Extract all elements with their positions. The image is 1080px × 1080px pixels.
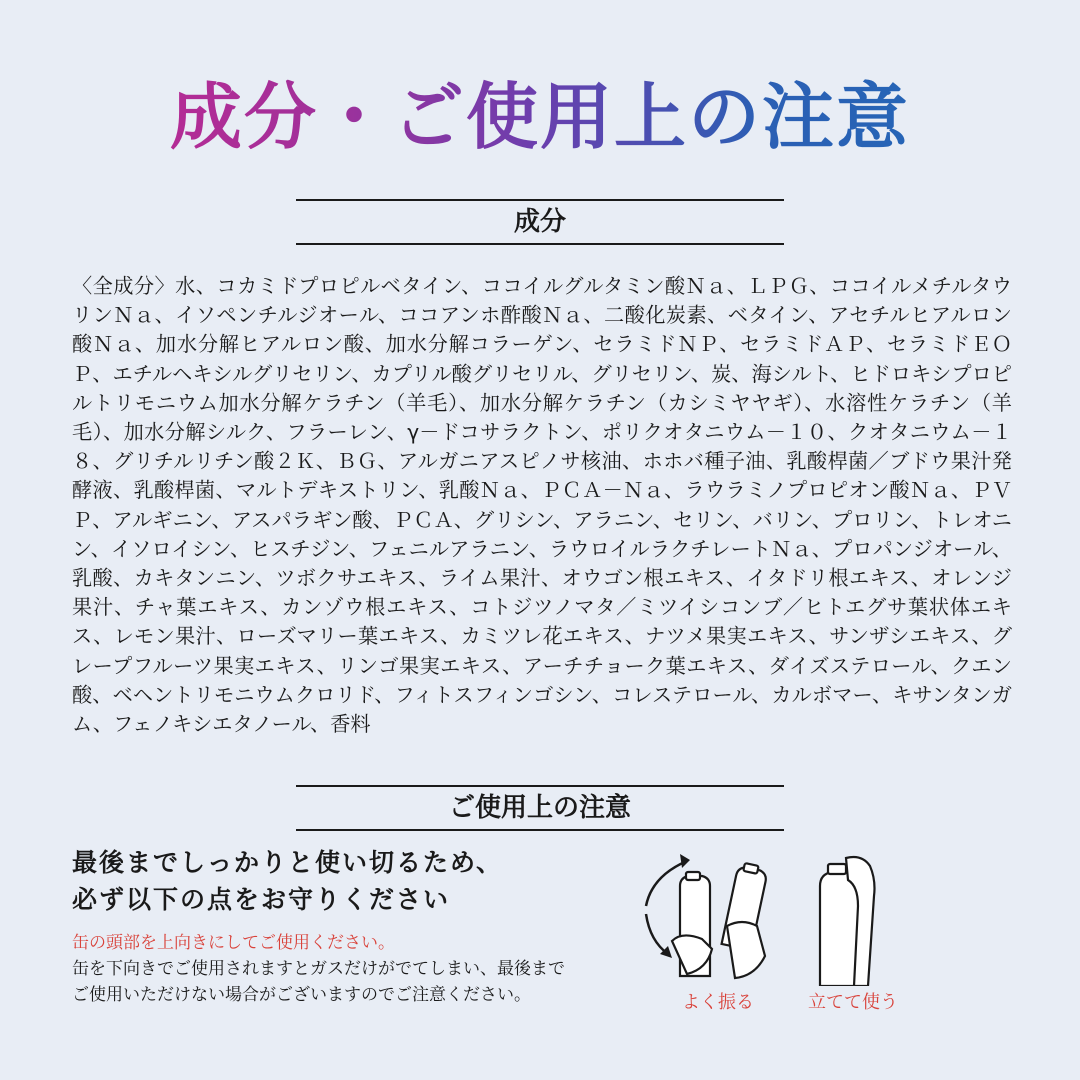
ingredients-heading: 成分 [296, 199, 784, 245]
caption-shake: よく振る [682, 992, 754, 1013]
warning-red-text: 缶の頭部を上向きにしてご使用ください。 [72, 933, 395, 953]
ingredients-list: 〈全成分〉水、コカミドプロピルベタイン、ココイルグルタミン酸Ｎａ、ＬＰＧ、ココイルメチルタウリンＮａ、イソペンチルジオール、ココアンホ酢酸Ｎａ、二酸化炭素、ベタイン、アセチルヒアルロン酸Ｎａ、加水分解ヒアルロン酸、加水分解コラーゲン、セラミドＮＰ、セラミドＡＰ、セラミドＥＯＰ、エチルヘキシルグリセリン、カプリル酸グリセリル、グリセリン、炭、海シルト、ヒドロキシプロピルトリモニウム加水分解ケラチン（羊毛）、加水分解ケラチン（カシミヤヤギ）、水溶性ケラチン（羊毛）、加水分解シルク、フラーレン、γ－ドコサラクトン、ポリクオタニウム－１０、クオタニウム－１８、グリチルリチン酸２Ｋ、ＢＧ、アルガニアスピノサ核油、ホホバ種子油、乳酸桿菌／ブドウ果汁発酵液、乳酸桿菌、マルトデキストリン、乳酸Ｎａ、ＰＣＡ－Ｎａ、ラウラミノプロピオン酸Ｎａ、ＰＶＰ、アルギニン、アスパラギン酸、ＰＣＡ、グリシン、アラニン、セリン、バリン、プロリン、トレオニン、イソロイシン、ヒスチジン、フェニルアラニン、ラウロイルラクチレートＮａ、プロパンジオール、乳酸、カキタンニン、ツボクサエキス、ライム果汁、オウゴン根エキス、イタドリ根エキス、オレンジ果汁、チャ葉エキス、カンゾウ根エキス、コトジツノマタ／ミツイシコンブ／ヒトエグサ葉状体エキス、レモン果汁、ローズマリー葉エキス、カミツレ花エキス、ナツメ果実エキス、サンザシエキス、グレープフルーツ果実エキス、リンゴ果実エキス、アーチチョーク葉エキス、ダイズステロール、クエン酸、ベヘントリモニウムクロリド、フィトスフィンゴシン、コレステロール、カルボマー、キサンタンガム、フェノキシエタノール、香料 [72, 274, 1012, 737]
warning-body-line-2: ご使用いただけない場合がございますのでご注意ください。 [72, 985, 531, 1005]
caution-lead-line-1: 最後までしっかりと使い切るため、 [72, 848, 504, 877]
upright-spray-illustration [820, 857, 875, 986]
warning-body-line-1: 缶を下向きでご使用されますとガスだけがでてしまい、最後まで [72, 959, 565, 979]
caption-upright: 立てて使う [808, 992, 898, 1013]
shake-can-illustration [672, 863, 768, 978]
caution-heading: ご使用上の注意 [296, 785, 784, 831]
page-title: 成分・ご使用上の注意 [0, 72, 1080, 162]
caution-lead [72, 844, 632, 918]
usage-illustration [632, 846, 922, 986]
warning-body [72, 956, 632, 1008]
caution-lead-line-2: 必ず以下の点をお守りください [72, 885, 451, 914]
